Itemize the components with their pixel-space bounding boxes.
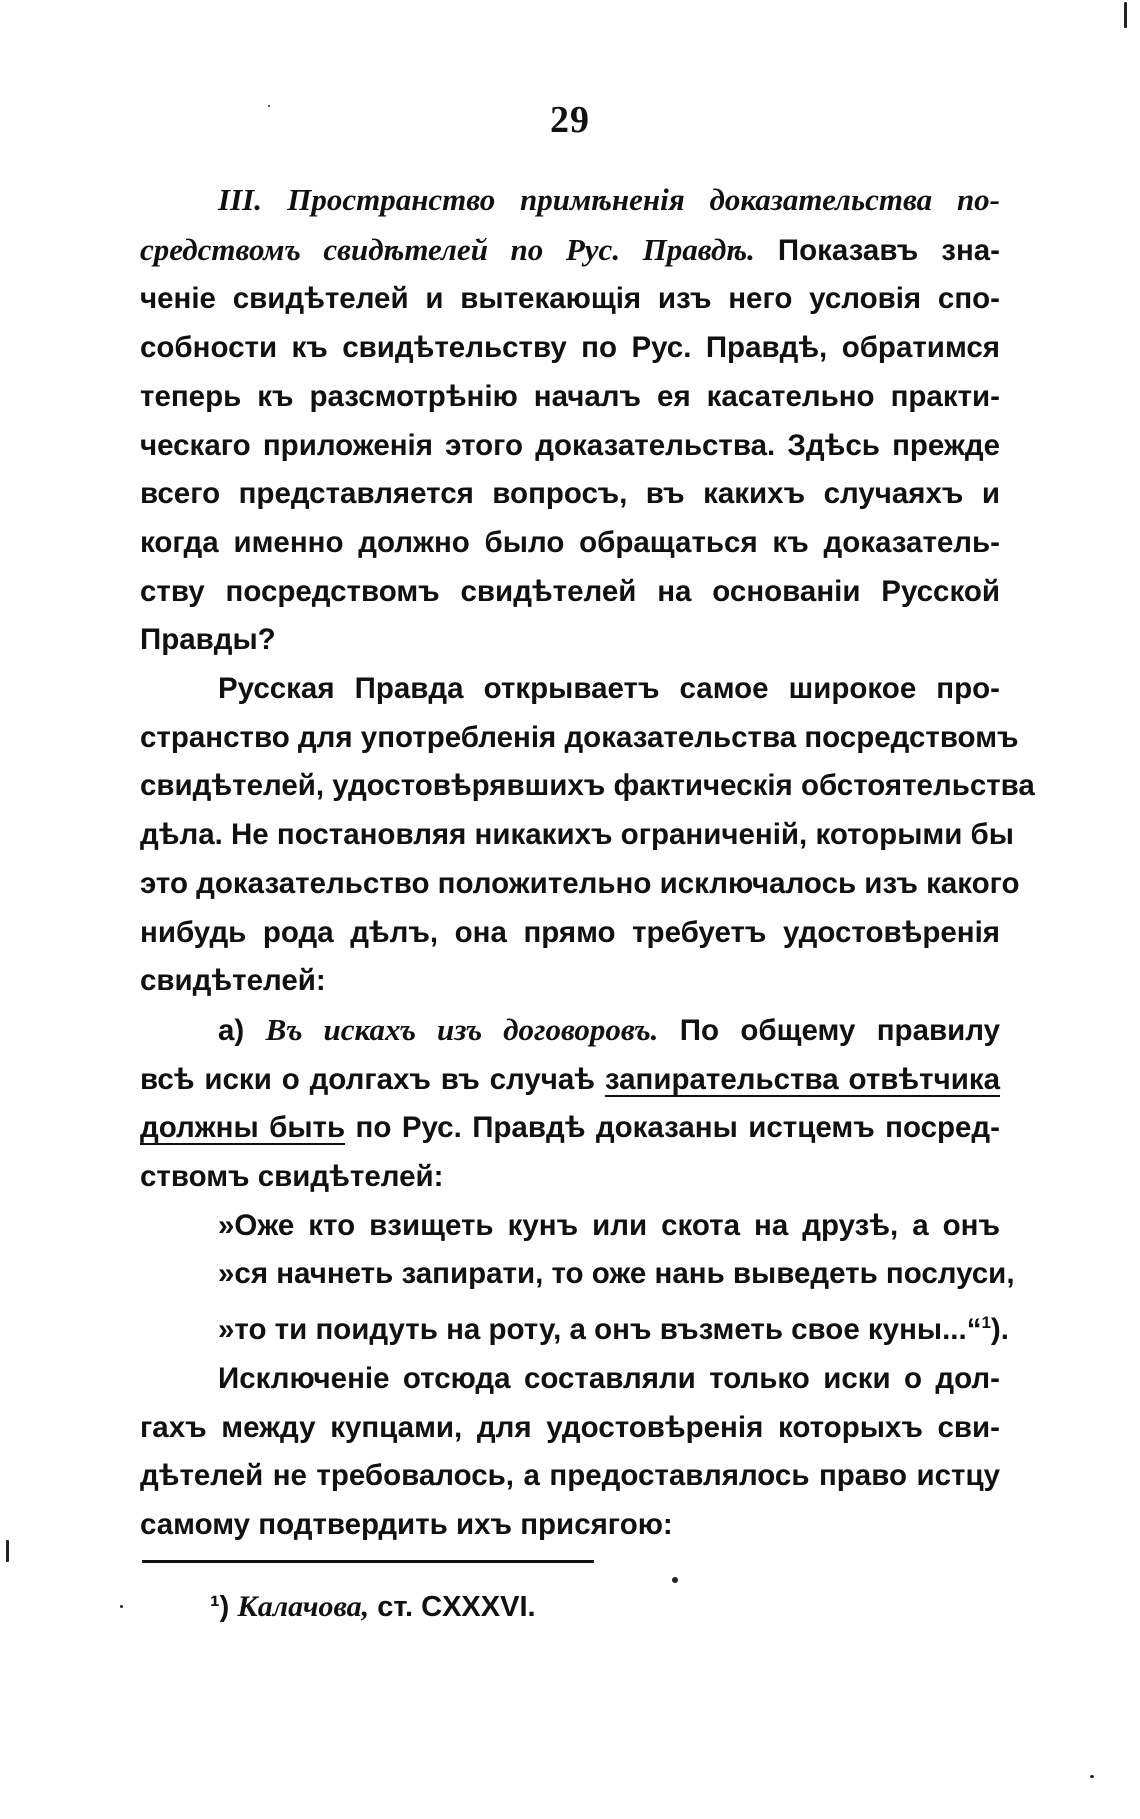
p1-line-5: ческаго приложенія этого доказательства. Здѣсь прежде bbox=[140, 428, 1000, 462]
main-text bbox=[140, 176, 1035, 1550]
scan-speck bbox=[672, 1577, 678, 1583]
p2-line-7: свидѣтелей: bbox=[140, 964, 326, 998]
footnote-divider bbox=[142, 1560, 594, 1563]
p1-line-7: когда именно должно было обращаться къ доказатель- bbox=[140, 525, 1000, 559]
p3-line-4: ствомъ свидѣтелей: bbox=[140, 1160, 444, 1194]
p2-line-4: дѣла. Не постановляя никакихъ ограниченій, которыми бы bbox=[140, 818, 1014, 852]
p4-line-3: дѣтелей не требовалось, а предоставлялось право истцу bbox=[140, 1459, 1000, 1493]
footnote-author: Калачова, bbox=[237, 1590, 370, 1623]
p2-line-1: Русская Правда открываетъ самое широкое про- bbox=[218, 672, 1000, 706]
p2-line-2: странство для употребленія доказательства посредствомъ bbox=[140, 720, 1019, 754]
underlined-phrase-2: должны быть bbox=[140, 1111, 346, 1145]
footnote-marker: ¹) bbox=[210, 1591, 230, 1623]
p1-line-3: собности къ свидѣтельству по Рус. Правдѣ, обратимся bbox=[140, 331, 1000, 365]
section-title-part-2: средствомъ свидѣтелей по Рус. Правдѣ. bbox=[140, 231, 755, 267]
p1-line-2: ченіе свидѣтелей и вытекающія изъ него условія спо- bbox=[140, 282, 1000, 316]
p2-line-3: свидѣтелей, удостовѣрявшихъ фактическія обстоятельства bbox=[140, 769, 1035, 803]
heading-line-1 bbox=[140, 176, 1000, 226]
scan-speck bbox=[268, 105, 270, 107]
p3-line-1: а) Въ искахъ изъ договоровъ. По общему правилу bbox=[218, 1011, 1001, 1047]
p4-line-2: гахъ между купцами, для удостовѣренія которыхъ сви- bbox=[140, 1410, 1000, 1444]
footnote-reference-text: ст. CXXXVI. bbox=[377, 1591, 536, 1623]
p3-line-3: должны быть по Рус. Правдѣ доказаны истцемъ посред- bbox=[140, 1111, 1000, 1145]
page-number: 29 bbox=[550, 99, 590, 141]
scan-speck bbox=[120, 1605, 123, 1608]
section-roman-numeral: III. bbox=[218, 182, 262, 217]
p3-line-2: всѣ иски о долгахъ въ случаѣ запирательства отвѣтчика bbox=[140, 1062, 1001, 1096]
footnote bbox=[210, 1590, 536, 1624]
p2-line-6: нибудь рода дѣлъ, она прямо требуетъ удостовѣренія bbox=[140, 915, 1000, 949]
p1-line-9: Правды? bbox=[140, 623, 276, 657]
underlined-phrase-1: запирательства отвѣтчика bbox=[604, 1062, 1001, 1096]
section-title-part-1: Пространство примѣненія доказательства по- bbox=[287, 182, 1001, 217]
heading-line-2: средствомъ свидѣтелей по Рус. Правдѣ. Показавъ зна- bbox=[140, 231, 1000, 267]
p4-line-1: Исключеніе отсюда составляли только иски о дол- bbox=[218, 1361, 1000, 1395]
quote-line-2: »ся начнеть запирати, то оже нань выведеть послуси, bbox=[218, 1257, 1015, 1291]
quote-line-1: »Оже кто взищеть кунъ или скота на друзѣ, а онъ bbox=[218, 1208, 1000, 1242]
scan-mark bbox=[6, 1540, 9, 1562]
p4-line-4: самому подтвердить ихъ присягою: bbox=[140, 1507, 673, 1541]
quote-line-3: »то ти поидуть на роту, а онъ възметь свое куны...“$^1$). bbox=[218, 1313, 1009, 1347]
scan-speck bbox=[1090, 1775, 1094, 1778]
subsection-title: Въ искахъ изъ договоровъ. bbox=[265, 1011, 659, 1047]
footnote-reference: 1 bbox=[981, 1313, 991, 1333]
p2-line-5: это доказательство положительно исключалось изъ какого bbox=[140, 866, 1020, 900]
p1-line-4: теперь къ разсмотрѣнію началъ ея касательно практи- bbox=[140, 379, 1000, 413]
p1-line-8: ству посредствомъ свидѣтелей на основаніи Русской bbox=[140, 574, 1000, 608]
scan-mark bbox=[1124, 2, 1127, 28]
p1-line-6: всего представляется вопросъ, въ какихъ случаяхъ и bbox=[140, 477, 1000, 511]
